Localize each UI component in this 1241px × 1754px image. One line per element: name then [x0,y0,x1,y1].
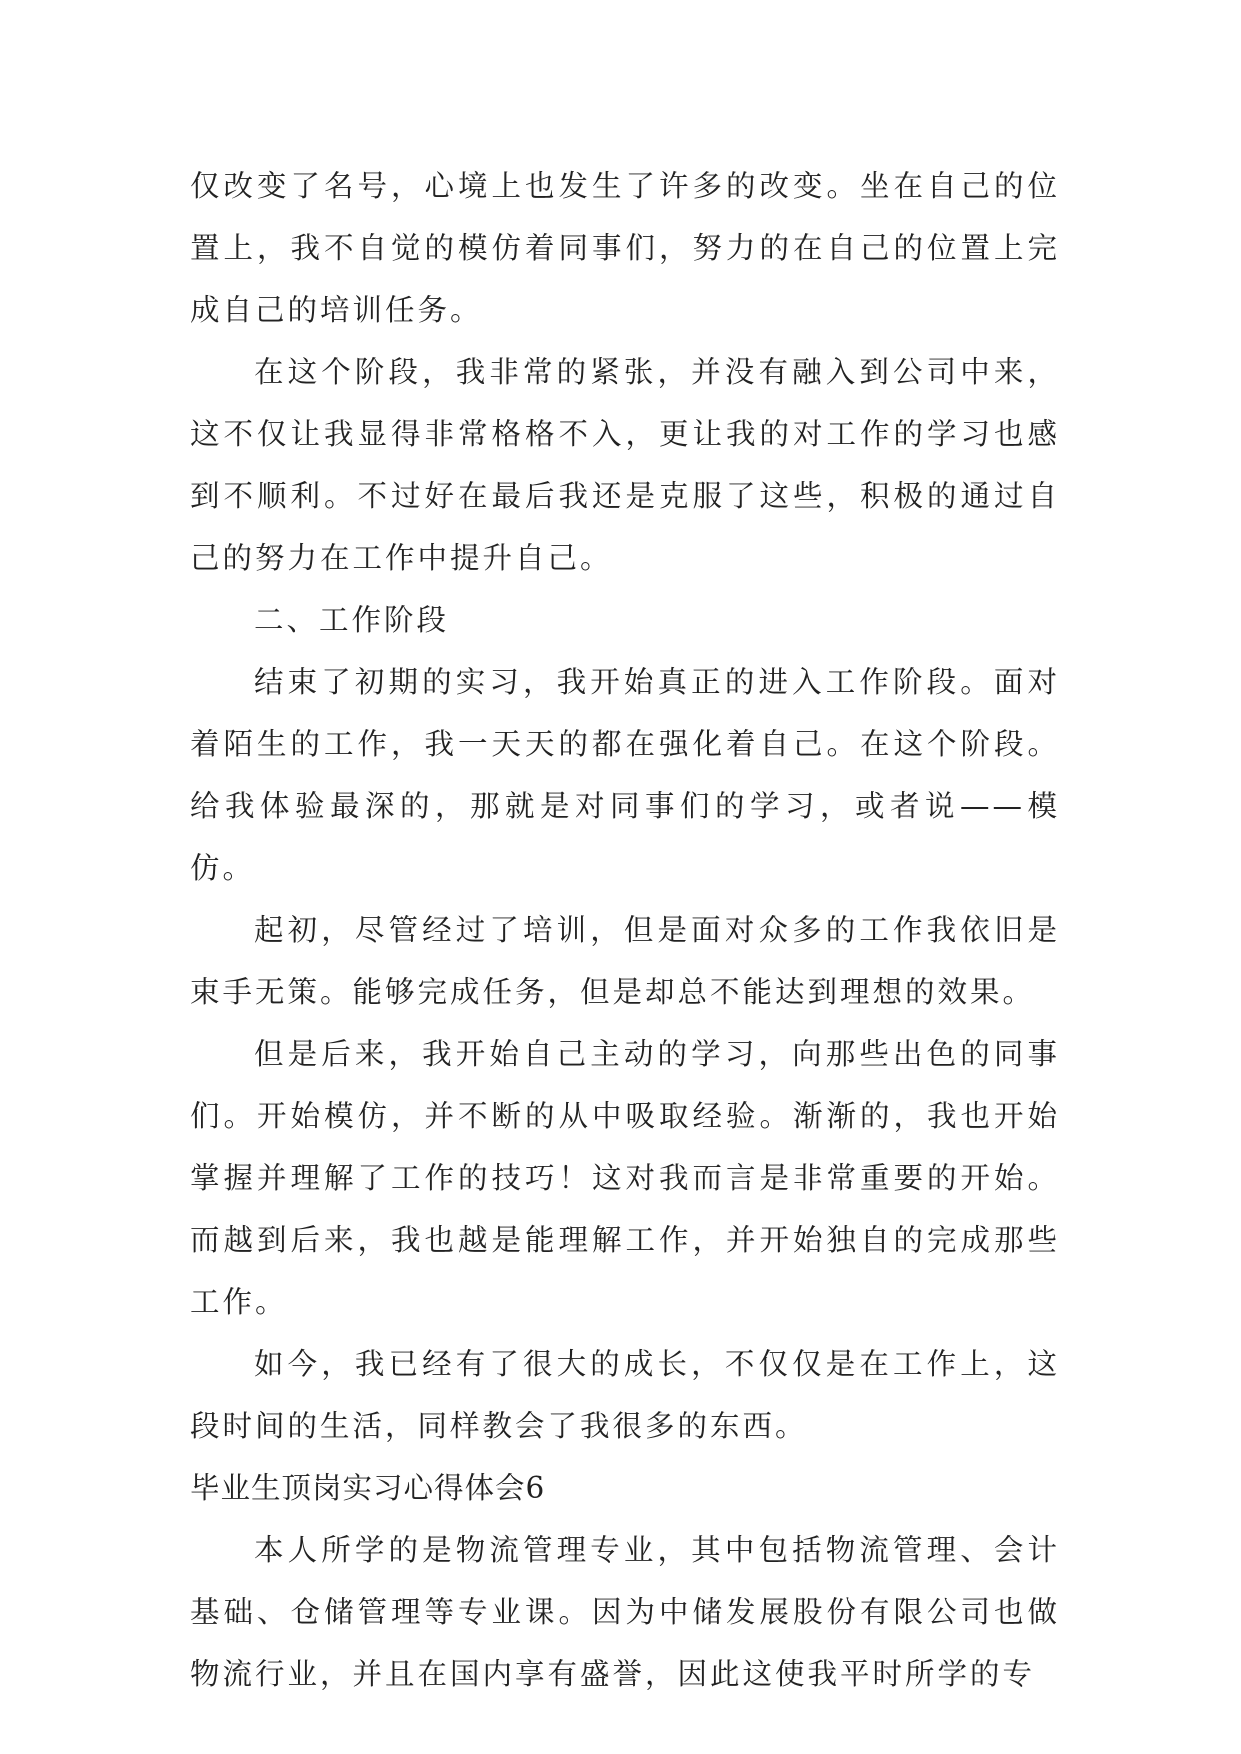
paragraph-major: 本人所学的是物流管理专业，其中包括物流管理、会计基础、仓储管理等专业课。因为中储发展股份有限公司也做物流行业，并且在国内享有盛誉，因此这使我平时所学的专 [190,1533,1060,1691]
paragraph-continuation: 仅改变了名号，心境上也发生了许多的改变。坐在自己的位置上，我不自觉的模仿着同事们，努力的在自己的位置上完成自己的培训任务。 [190,169,1060,327]
article-title: 毕业生顶岗实习心得体会6 [190,1471,546,1505]
paragraph-now: 如今，我已经有了很大的成长，不仅仅是在工作上，这段时间的生活，同样教会了我很多的东西。 [190,1347,1060,1443]
paragraph-entering-work: 结束了初期的实习，我开始真正的进入工作阶段。面对着陌生的工作，我一天天的都在强化着自己。在这个阶段。给我体验最深的，那就是对同事们的学习，或者说——模仿。 [190,665,1060,885]
paragraph-adjustment-stage: 在这个阶段，我非常的紧张，并没有融入到公司中来，这不仅让我显得非常格格不入，更让我的对工作的学习也感到不顺利。不过好在最后我还是克服了这些，积极的通过自己的努力在工作中提升自己。 [190,355,1060,575]
paragraph-initially: 起初，尽管经过了培训，但是面对众多的工作我依旧是束手无策。能够完成任务，但是却总不能达到理想的效果。 [190,913,1060,1009]
paragraph-later: 但是后来，我开始自己主动的学习，向那些出色的同事们。开始模仿，并不断的从中吸取经验。渐渐的，我也开始掌握并理解了工作的技巧！这对我而言是非常重要的开始。而越到后来，我也越是能理解工作，并开始独自的完成那些工作。 [190,1037,1060,1319]
document-body [190,155,1060,1705]
section-heading-work-stage: 二、工作阶段 [254,603,450,637]
